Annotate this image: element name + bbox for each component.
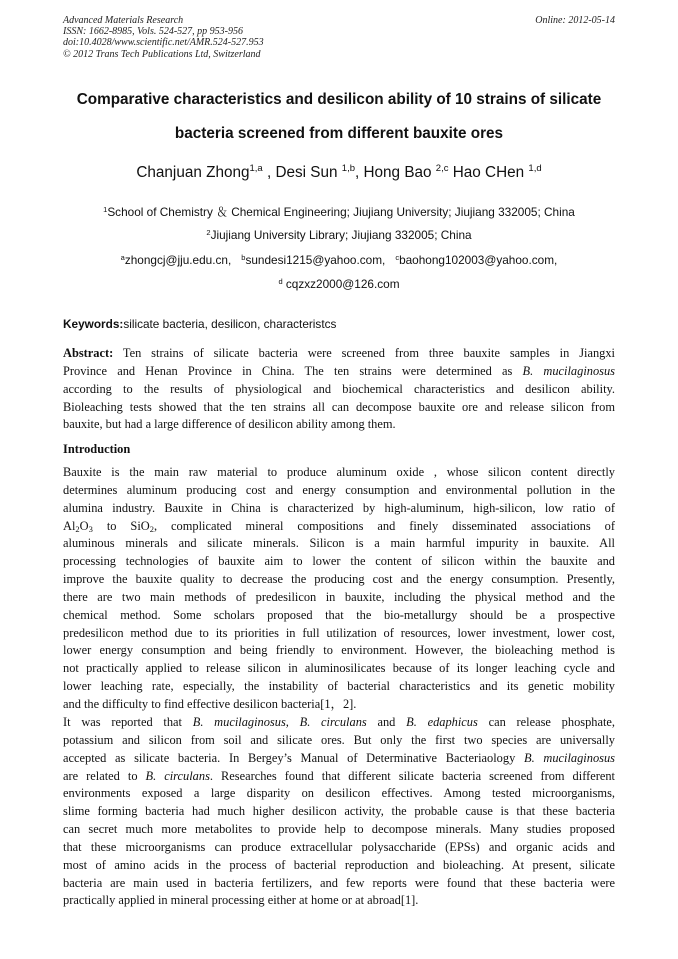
email-mark: d	[278, 277, 283, 286]
introduction-paragraph-1	[63, 464, 615, 714]
paper-title-line-1: Comparative characteristics and desilicon ability of 10 strains of silicate	[76, 91, 602, 108]
author-affiliation-mark: 1,a	[249, 163, 263, 174]
paragraph-line: lower energy consumption and being friendly to environment. However, the bioleaching method is	[63, 643, 615, 658]
paragraph-line: aluminous minerals and silicate minerals. Silicon is a main harmful impurity in bauxite. All	[63, 536, 615, 551]
author-email-last	[40, 277, 638, 291]
email-address: sundesi1215@yahoo.com,	[245, 253, 386, 267]
paragraph-line: determines aluminum producing cost and energy consumption and environmental pollution in the	[63, 482, 615, 497]
species-name: B. mucilaginosus	[522, 363, 615, 378]
journal-name: Advanced Materials Research	[63, 15, 184, 26]
affiliation-mark: 2	[206, 228, 211, 237]
affiliation-1	[40, 203, 638, 220]
abstract-line: bauxite, but had a large difference of desilicon ability among them.	[63, 417, 396, 432]
paragraph-line: can secret much more metabolites to provide help to decompose minerals. Many studies proposed	[63, 822, 615, 837]
affiliation-text: School of Chemistry ＆ Chemical Engineering; Jiujiang University; Jiujiang 332005; China	[107, 205, 575, 219]
email-mark: c	[395, 253, 400, 262]
paragraph-line: predesilicon method due to its priorities in full utilization of resources, lower investment, lower cost,	[63, 625, 615, 640]
journal-doi: doi:10.4028/www.scientific.net/AMR.524-527.953	[63, 37, 264, 49]
paragraph-line: and the difficulty to find effective desilicon bacteria[1，2].	[63, 696, 357, 711]
abstract-line: Abstract: Ten strains of silicate bacteria were screened from three bauxite samples in Jiangxi	[63, 346, 615, 360]
paragraph-line: potassium and silicon from soil and silicate ores. But only the first two species are universally	[63, 732, 615, 747]
keywords-label: Keywords:	[63, 317, 124, 331]
paragraph-line: accepted as silicate bacteria. In Bergey’s Manual of Determinative Bacteriaology B. mucilaginosus	[63, 750, 615, 765]
author-emails	[40, 253, 638, 267]
introduction-heading: Introduction	[63, 442, 131, 456]
abstract-line: Bioleaching tests showed that the ten strains all can decompose bauxite ore and release silicon from	[63, 399, 615, 414]
paragraph-line-formula: $Al_2O_3$ to SiO$_2$, complicated mineral compositions and finely disseminated associations of	[63, 518, 615, 534]
journal-issn: ISSN: 1662-8985, Vols. 524-527, pp 953-956	[63, 26, 243, 38]
paragraph-line: slime forming bacteria had much higher desilicon activity, the probable cause is that these bacteria	[63, 804, 615, 819]
paragraph-line: lower leaching rate, especially, the instability of bacterial characteristics and its genetic mobility	[63, 679, 615, 694]
journal-copyright: © 2012 Trans Tech Publications Ltd, Switzerland	[63, 48, 261, 60]
species-name: B. mucilaginosus	[524, 750, 615, 765]
author-separator: ,	[355, 164, 364, 181]
keywords-text: silicate bacteria, desilicon, characteristcs	[123, 317, 337, 331]
introduction-paragraph-2	[63, 714, 615, 910]
paragraph-line: processing technologies of bauxite aim to lower the content of silicon within the bauxite and	[63, 554, 615, 569]
paragraph-line: that these microorganisms can produce extracellular polysaccharide (EPSs) and organic acids and	[63, 839, 615, 854]
paragraph-line: alumina industry. Bauxite in China is characterized by high-aluminum, high-silicon, low ratio of	[63, 500, 615, 515]
paragraph-line: most of amino acids in the process of bacterial reproduction and bioleaching. At present, silicate	[63, 857, 615, 872]
online-date: Online: 2012-05-14	[535, 15, 615, 26]
paper-title-line-2: bacteria screened from different bauxite ores	[174, 125, 504, 142]
email-mark: a	[120, 253, 125, 262]
author-affiliation-mark: 1,b	[341, 163, 355, 174]
author-affiliation-mark: 1,d	[528, 163, 542, 174]
paragraph-line: are related to B. circulans. Researches found that different silicate bacteria screened from different	[63, 768, 615, 783]
abstract-line: Province and Henan Province in China. The ten strains were determined as B. mucilaginosus	[63, 363, 615, 378]
species-name: B. circulans	[145, 768, 210, 783]
author-name: Desi Sun	[275, 164, 338, 181]
journal-header	[63, 15, 264, 60]
author-name: Chanjuan Zhong	[136, 164, 250, 181]
abstract	[63, 345, 615, 434]
email-address: zhongcj@jju.edu.cn,	[124, 253, 232, 267]
author-list	[40, 164, 638, 182]
paragraph-line: It was reported that B. mucilaginosus, B. circulans and B. edaphicus can release phosphate,	[63, 715, 616, 729]
paragraph-line: environments exposed a large disparity on desilicon effectives. Among tested microorganisms,	[63, 786, 615, 801]
paragraph-line: bacteria are main used in bacteria fertilizers, and few reports were found that these bacteria were	[63, 875, 615, 890]
email-address: cqzxz2000@126.com	[282, 277, 400, 291]
email-mark: b	[241, 253, 246, 262]
author-name: Hao CHen	[452, 164, 525, 181]
paragraph-line: Bauxite is the main raw material to produce aluminum oxide , whose silicon content directly	[63, 465, 615, 479]
affiliation-text: Jiujiang University Library; Jiujiang 332005; China	[210, 228, 472, 242]
author-name: Hong Bao	[363, 164, 432, 181]
keywords	[63, 317, 336, 331]
species-name: B. mucilaginosus, B. circulans	[192, 715, 367, 729]
affiliation-mark: 1	[103, 205, 108, 214]
species-name: B. edaphicus	[406, 715, 478, 729]
paragraph-line: there are two main methods of predesilicon in bauxite, including the physical method and the	[63, 589, 615, 604]
paragraph-line: improve the bauxite quality to decrease the producing cost and the energy consumption. Presently,	[63, 572, 615, 587]
email-address: baohong102003@yahoo.com,	[399, 253, 558, 267]
author-separator: ,	[262, 164, 276, 181]
paragraph-line: not practically applied to release silicon in aluminosilicates because of its longer leaching cycle and	[63, 661, 615, 676]
paragraph-line: chemical method. Some scholars proposed that the bio-metallurgy should be a prospective	[63, 607, 615, 622]
abstract-label: Abstract:	[63, 346, 114, 360]
affiliation-2	[40, 228, 638, 242]
paragraph-line: practically applied in mineral processing either at home or at abroad[1].	[63, 893, 419, 908]
author-affiliation-mark: 2,c	[435, 163, 449, 174]
abstract-line: according to the results of physiological and biochemical characteristics and desilicon ability.	[63, 381, 615, 396]
